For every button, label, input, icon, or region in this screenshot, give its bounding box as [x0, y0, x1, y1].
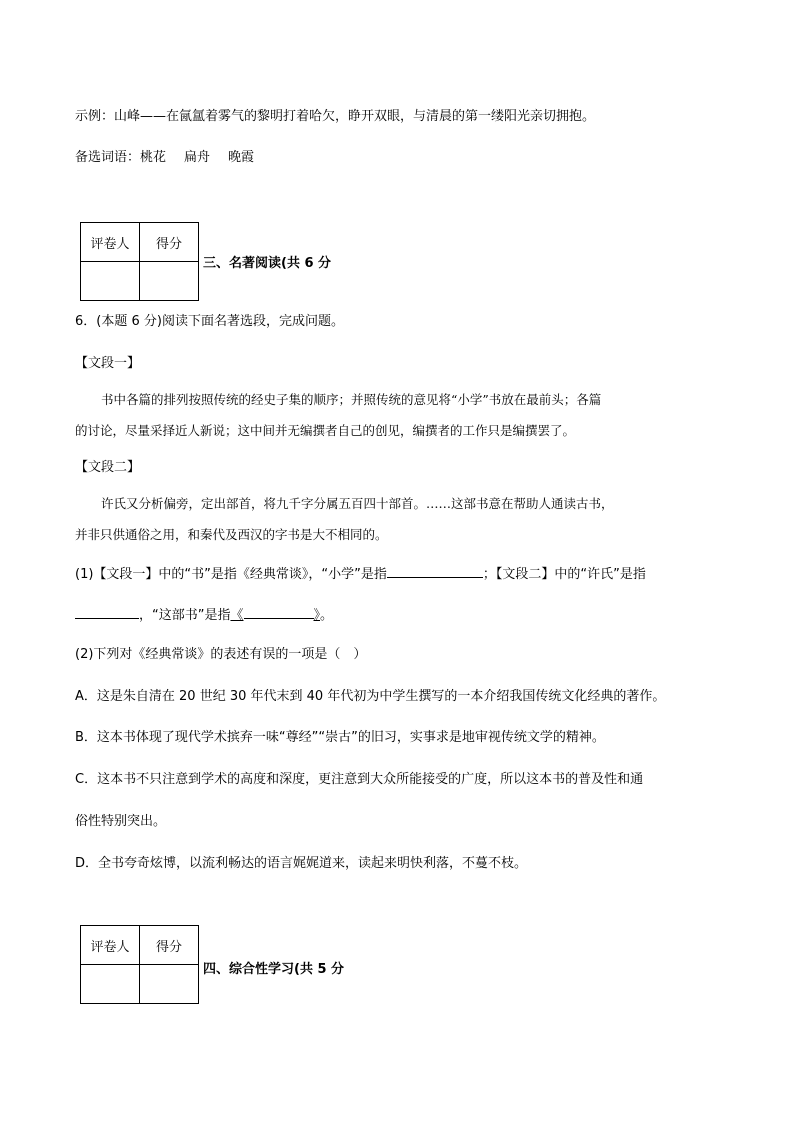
sub1-line1: [75, 563, 646, 584]
sub2-stem: (2)下列对《经典常谈》的表述有误的一项是（ ）: [75, 647, 367, 662]
answer-blank-xiaoxue[interactable]: [387, 563, 483, 578]
option-b[interactable]: B．这本书体现了现代学术摈弃一味“尊经”“崇古”的旧习，实事求是地审视传统文学的精神。: [75, 730, 605, 745]
example-line: 示例：山峰——在氤氲着雾气的黎明打着哈欠，睁开双眼，与清晨的第一缕阳光亲切拥抱。: [75, 109, 596, 124]
sub1-line2: [75, 604, 333, 625]
score-table-section4: [80, 925, 199, 1004]
score-header: 得分: [140, 223, 199, 262]
sub1-text-b: ；【文段二】中的“许氏”是指: [482, 567, 646, 582]
passage1-label: 【文段一】: [75, 356, 141, 371]
option-a[interactable]: A．这是朱自清在 20 世纪 30 年代末到 40 年代初为中学生撰写的一本介绍我国传统文化经典的著作。: [75, 689, 666, 704]
book-close-mark: 》: [313, 608, 321, 623]
sub1-end: 。: [320, 608, 334, 623]
reviewer-cell[interactable]: [81, 965, 140, 1004]
candidate-word: 晚霞: [228, 150, 255, 165]
candidate-words: [75, 149, 254, 167]
score-table-section3: [80, 222, 199, 301]
candidate-label: 备选词语：: [75, 150, 141, 165]
passage2-line2: 并非只供通俗之用，和秦代及西汉的字书是大不相同的。: [75, 527, 388, 542]
passage1-line2: 的讨论，尽量采择近人新说；这中间并无编撰者自己的创见，编撰者的工作只是编撰罢了。: [75, 423, 576, 438]
sub1-text-a: (1)【文段一】中的“书”是指《经典常谈》，“小学”是指: [75, 567, 387, 582]
answer-blank-book[interactable]: [244, 604, 314, 619]
score-header: 得分: [140, 926, 199, 965]
score-cell[interactable]: [140, 965, 199, 1004]
candidate-word: 桃花: [140, 150, 167, 165]
q6-stem: 6．(本题 6 分)阅读下面名著选段，完成问题。: [75, 314, 344, 329]
score-cell[interactable]: [140, 262, 199, 301]
section3-title: 三、名著阅读(共 6 分: [203, 256, 332, 271]
passage2-line1: 许氏又分析偏旁，定出部首，将九千字分属五百四十部首。……这部书意在帮助人通读古书，: [101, 496, 614, 511]
sub1-text-c: ，“这部书”是指: [139, 608, 231, 623]
option-c-line1[interactable]: C．这本书不只注意到学术的高度和深度，更注意到大众所能接受的广度，所以这本书的普及性和通: [75, 772, 644, 787]
passage2-label: 【文段二】: [75, 460, 141, 475]
option-c-line2[interactable]: 俗性特别突出。: [75, 814, 167, 829]
reviewer-header: 评卷人: [81, 926, 140, 965]
candidate-word: 扁舟: [184, 150, 211, 165]
answer-blank-xushi[interactable]: [75, 604, 139, 619]
section4-title: 四、综合性学习(共 5 分: [203, 962, 345, 977]
option-d[interactable]: D．全书夸奇炫博，以流利畅达的语言娓娓道来，读起来明快利落，不蔓不枝。: [75, 856, 528, 871]
book-open-mark: 《: [230, 608, 244, 623]
passage1-line1: 书中各篇的排列按照传统的经史子集的顺序；并照传统的意见将“小学”书放在最前头；各篇: [101, 392, 602, 407]
reviewer-cell[interactable]: [81, 262, 140, 301]
reviewer-header: 评卷人: [81, 223, 140, 262]
